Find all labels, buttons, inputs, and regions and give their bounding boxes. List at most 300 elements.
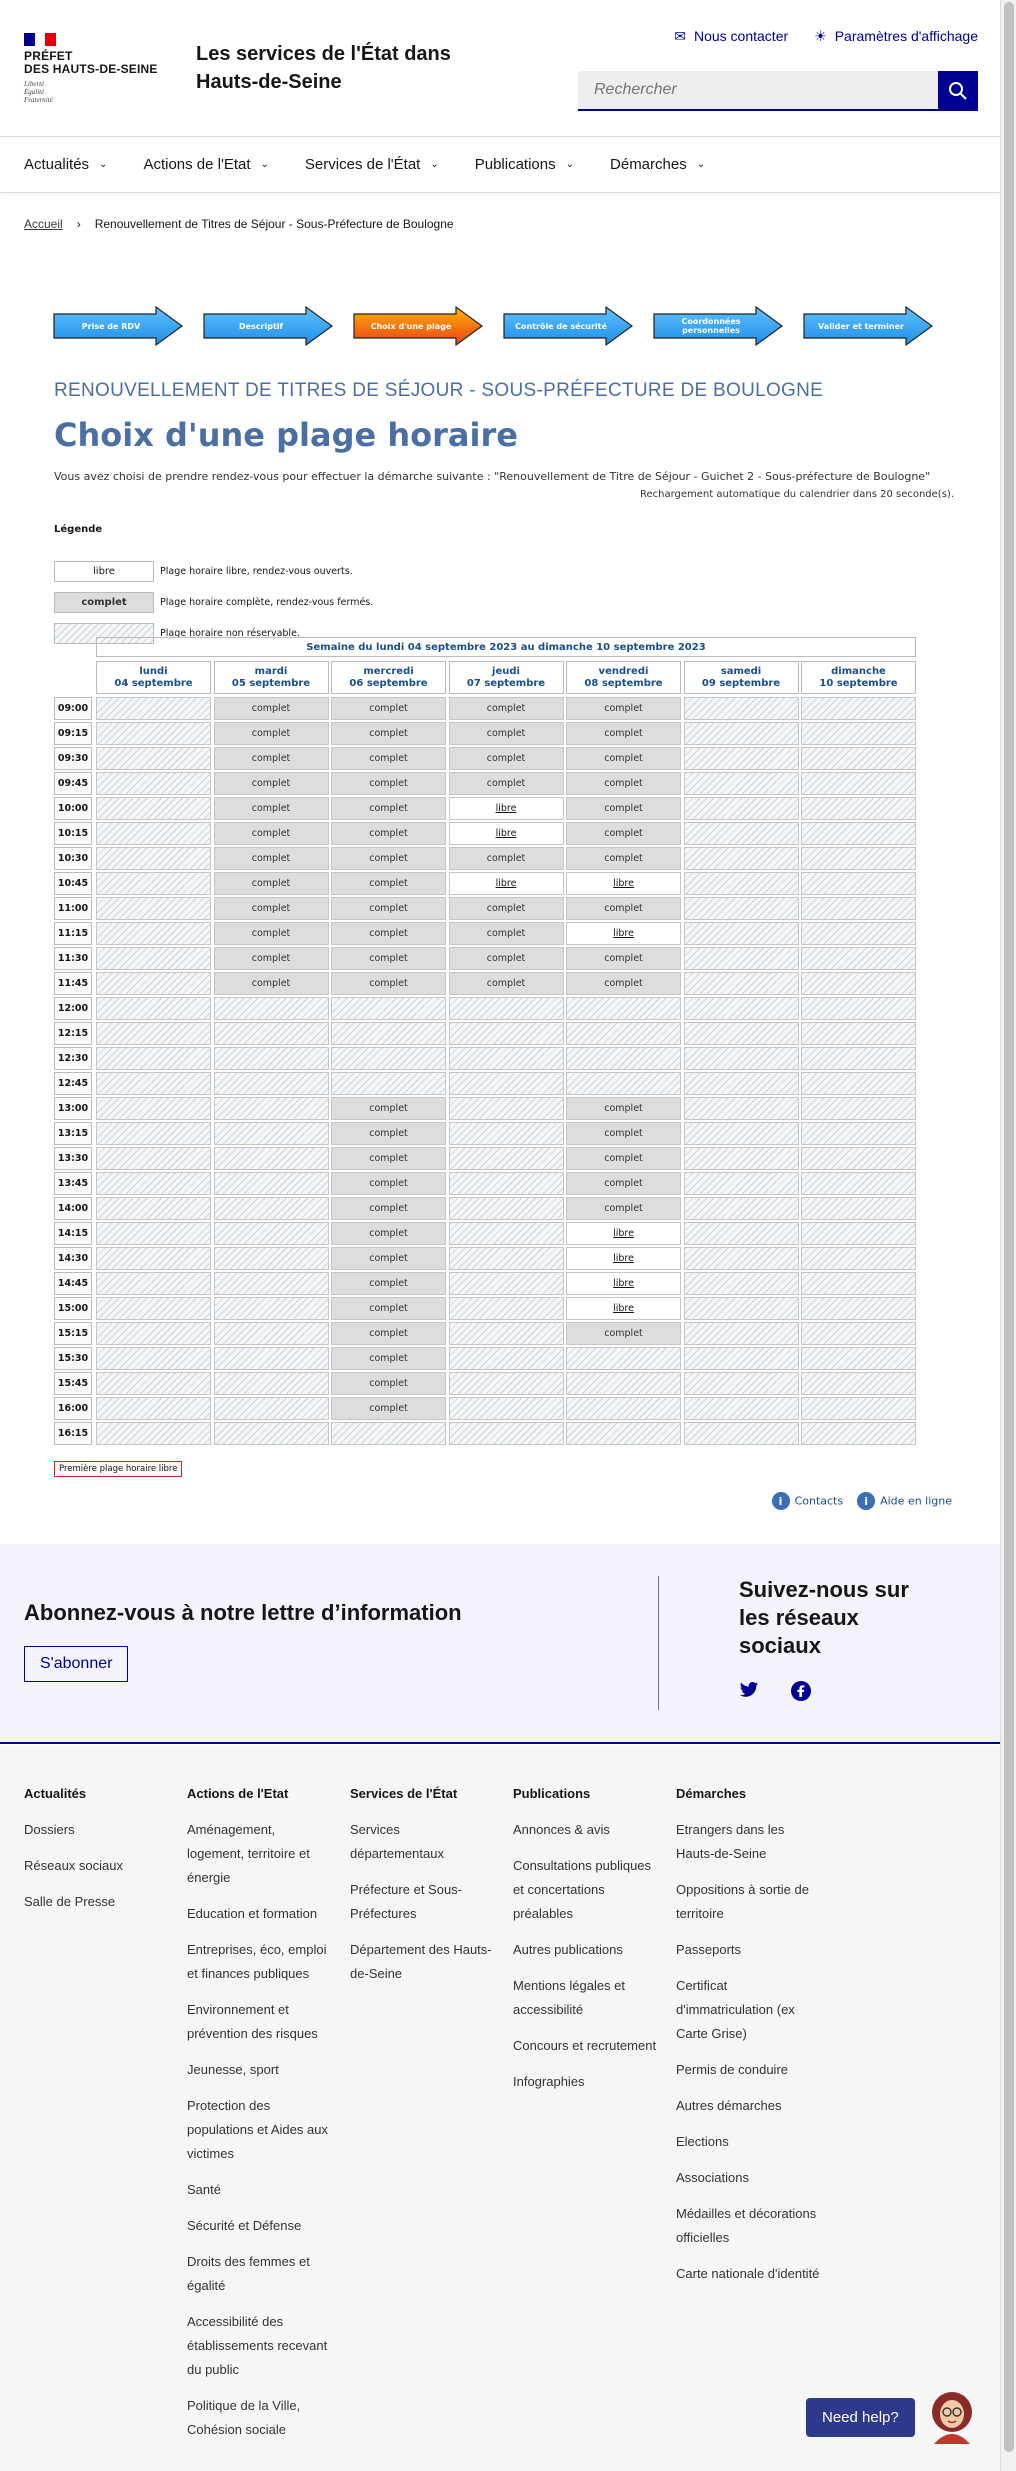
twitter-icon[interactable] <box>739 1681 759 1699</box>
footer-link[interactable]: Autres publications <box>513 1942 623 1957</box>
step-label: Contrôle de sécurité <box>515 321 607 331</box>
slot-unavailable <box>96 972 211 995</box>
slot-libre[interactable]: libre <box>566 922 681 945</box>
slot-complet: complet <box>449 847 564 870</box>
legend-free-swatch: libre <box>54 561 154 582</box>
step-label: Valider et terminer <box>818 321 904 331</box>
slot-unavailable <box>96 1047 211 1070</box>
slot-complet: complet <box>331 947 446 970</box>
footer-link[interactable]: Infographies <box>513 2074 585 2089</box>
slot-unavailable <box>684 1172 799 1195</box>
slot-unavailable <box>684 872 799 895</box>
slot-complet: complet <box>331 1247 446 1270</box>
footer-heading: Publications <box>513 1786 591 1801</box>
footer-link[interactable]: Droits des femmes et égalité <box>187 2254 310 2293</box>
info-icon: i <box>857 1492 875 1510</box>
legend-full-swatch: complet <box>54 592 154 613</box>
slot-unavailable <box>214 1272 329 1295</box>
contact-link[interactable]: ✉ Nous contacter <box>674 28 789 44</box>
time-label: 12:45 <box>54 1072 92 1095</box>
slot-unavailable <box>801 872 916 895</box>
footer-link[interactable]: Santé <box>187 2182 221 2197</box>
slot-unavailable <box>801 1247 916 1270</box>
time-label: 14:00 <box>54 1197 92 1220</box>
main-nav <box>0 137 1000 193</box>
day-header-samedi: samedi 09 septembre <box>684 661 799 694</box>
slot-unavailable <box>449 1322 564 1345</box>
footer-link[interactable]: Annonces & avis <box>513 1822 610 1837</box>
contacts-link[interactable]: i Contacts <box>772 1492 844 1510</box>
footer-link[interactable]: Elections <box>676 2134 729 2149</box>
slot-unavailable <box>566 1347 681 1370</box>
slot-unavailable <box>214 1047 329 1070</box>
slot-libre[interactable]: libre <box>449 872 564 895</box>
slot-unavailable <box>801 1197 916 1220</box>
org-name-line1: PRÉFET <box>24 49 73 63</box>
subscribe-button[interactable]: S'abonner <box>24 1646 128 1682</box>
step-label: Coordonnées personnelles <box>681 317 741 335</box>
slot-unavailable <box>684 1222 799 1245</box>
slot-complet: complet <box>566 897 681 920</box>
slot-unavailable <box>801 1372 916 1395</box>
slot-unavailable <box>96 1122 211 1145</box>
slot-libre[interactable]: libre <box>566 1222 681 1245</box>
time-row <box>54 922 916 945</box>
slot-complet: complet <box>331 1197 446 1220</box>
day-header-vendredi: vendredi 08 septembre <box>566 661 681 694</box>
time-label: 13:45 <box>54 1172 92 1195</box>
slot-complet: complet <box>566 747 681 770</box>
time-row <box>54 1347 916 1370</box>
slot-unavailable <box>214 1147 329 1170</box>
content <box>54 380 954 644</box>
slot-unavailable <box>96 1297 211 1320</box>
slot-complet: complet <box>449 897 564 920</box>
search-input[interactable] <box>578 71 938 111</box>
time-label: 14:15 <box>54 1222 92 1245</box>
need-help-button[interactable]: Need help? <box>806 2398 915 2437</box>
slot-unavailable <box>684 772 799 795</box>
slot-unavailable <box>449 1422 564 1445</box>
slot-complet: complet <box>566 1122 681 1145</box>
mail-icon: ✉ <box>674 28 686 44</box>
time-row <box>54 1022 916 1045</box>
slot-unavailable <box>96 897 211 920</box>
footer-link[interactable]: Associations <box>676 2170 749 2185</box>
footer-link[interactable]: Carte nationale d'identité <box>676 2266 820 2281</box>
step-1 <box>52 305 184 347</box>
slot-unavailable <box>566 1397 681 1420</box>
slot-complet: complet <box>566 697 681 720</box>
slot-unavailable <box>449 1122 564 1145</box>
footer-heading: Actualités <box>24 1786 87 1801</box>
slot-unavailable <box>96 997 211 1020</box>
slot-unavailable <box>449 1297 564 1320</box>
footer-link[interactable]: Accessibilité des établissements recevant du public <box>187 2314 328 2377</box>
intro-text: Vous avez choisi de prendre rendez-vous pour effectuer la démarche suivante : "Renouvellement de Titre de Séjour - Guichet 2 - Sous-préfecture de Boulogne" <box>54 470 931 483</box>
footer-col-4 <box>513 1782 658 2106</box>
marianne-logo[interactable] <box>24 33 164 104</box>
slot-complet: complet <box>214 747 329 770</box>
time-row <box>54 822 916 845</box>
slot-unavailable <box>331 1022 446 1045</box>
chevron-down-icon: ⌄ <box>260 159 269 170</box>
online-help-link[interactable]: i Aide en ligne <box>857 1492 952 1510</box>
day-header-lundi: lundi 04 septembre <box>96 661 211 694</box>
time-row <box>54 1272 916 1295</box>
time-row <box>54 972 916 995</box>
time-row <box>54 1097 916 1120</box>
slot-complet: complet <box>566 1147 681 1170</box>
time-row <box>54 1197 916 1220</box>
time-label: 09:00 <box>54 697 92 720</box>
footer-link[interactable]: Education et formation <box>187 1906 318 1921</box>
time-row <box>54 1122 916 1145</box>
time-label: 14:45 <box>54 1272 92 1295</box>
slot-unavailable <box>96 922 211 945</box>
slot-unavailable <box>566 1047 681 1070</box>
slot-unavailable <box>214 1222 329 1245</box>
nav-actions-etat[interactable]: Actions de l'Etat ⌄ <box>143 156 269 173</box>
time-label: 13:30 <box>54 1147 92 1170</box>
footer-link[interactable]: Services départementaux <box>350 1822 444 1861</box>
slot-unavailable <box>801 1272 916 1295</box>
chevron-right-icon: › <box>76 217 81 231</box>
time-row <box>54 997 916 1020</box>
slot-unavailable <box>684 1322 799 1345</box>
first-free-slot-button[interactable]: Première plage horaire libre <box>54 1461 182 1477</box>
slot-libre[interactable]: libre <box>449 797 564 820</box>
site-footer <box>0 1746 1000 2471</box>
slot-complet: complet <box>214 722 329 745</box>
time-label: 09:15 <box>54 722 92 745</box>
footer-link[interactable]: Oppositions à sortie de territoire <box>676 1882 809 1921</box>
slot-unavailable <box>801 1222 916 1245</box>
legend-free-text: Plage horaire libre, rendez-vous ouverts. <box>160 566 353 577</box>
slot-unavailable <box>449 1022 564 1045</box>
slot-unavailable <box>801 1422 916 1445</box>
footer-link[interactable]: Politique de la Ville, Cohésion sociale <box>187 2398 301 2437</box>
time-label: 13:15 <box>54 1122 92 1145</box>
day-header-mardi: mardi 05 septembre <box>214 661 329 694</box>
legend-full-text: Plage horaire complète, rendez-vous fermés. <box>160 597 374 608</box>
slot-unavailable <box>96 1022 211 1045</box>
time-row <box>54 1247 916 1270</box>
slot-unavailable <box>801 797 916 820</box>
slot-unavailable <box>449 1047 564 1070</box>
breadcrumb-current: Renouvellement de Titres de Séjour - Sous-Préfecture de Boulogne <box>94 217 454 231</box>
slot-unavailable <box>331 1422 446 1445</box>
slot-complet: complet <box>566 1322 681 1345</box>
slot-unavailable <box>566 1072 681 1095</box>
footer-link[interactable]: Aménagement, logement, territoire et énergie <box>187 1822 310 1885</box>
slot-unavailable <box>684 1122 799 1145</box>
slot-unavailable <box>96 822 211 845</box>
scrollbar-thumb[interactable] <box>1004 2 1014 2452</box>
nav-publications[interactable]: Publications ⌄ <box>474 156 575 173</box>
time-label: 11:45 <box>54 972 92 995</box>
facebook-icon[interactable] <box>791 1681 811 1701</box>
slot-unavailable <box>96 1397 211 1420</box>
slot-unavailable <box>801 1147 916 1170</box>
slot-complet: complet <box>331 972 446 995</box>
footer-col-3 <box>350 1782 495 1998</box>
org-name-line2: DES HAUTS-DE-SEINE <box>24 62 158 76</box>
slot-complet: complet <box>331 1147 446 1170</box>
slot-unavailable <box>96 697 211 720</box>
slot-unavailable <box>801 772 916 795</box>
step-label: Prise de RDV <box>81 321 141 331</box>
vertical-scrollbar[interactable] <box>1000 0 1016 2471</box>
slot-libre[interactable]: libre <box>566 1297 681 1320</box>
time-row <box>54 797 916 820</box>
legend-title: Légende <box>54 524 103 535</box>
slot-complet: complet <box>566 1172 681 1195</box>
slot-unavailable <box>96 1422 211 1445</box>
time-label: 13:00 <box>54 1097 92 1120</box>
slot-unavailable <box>801 1172 916 1195</box>
slot-unavailable <box>214 1022 329 1045</box>
slot-unavailable <box>449 997 564 1020</box>
slot-complet: complet <box>214 872 329 895</box>
day-header-mercredi: mercredi 06 septembre <box>331 661 446 694</box>
slot-unavailable <box>684 1347 799 1370</box>
search-bar <box>578 71 978 111</box>
slot-complet: complet <box>331 1372 446 1395</box>
slot-complet: complet <box>214 797 329 820</box>
slot-unavailable <box>96 1147 211 1170</box>
slot-unavailable <box>214 1397 329 1420</box>
time-row <box>54 1172 916 1195</box>
flag-icon <box>24 33 56 46</box>
slot-complet: complet <box>214 972 329 995</box>
slot-unavailable <box>96 872 211 895</box>
time-row <box>54 1072 916 1095</box>
slot-unavailable <box>214 1122 329 1145</box>
slot-unavailable <box>331 1047 446 1070</box>
slot-complet: complet <box>449 772 564 795</box>
slot-unavailable <box>96 1372 211 1395</box>
slot-complet: complet <box>331 797 446 820</box>
footer-heading: Actions de l'Etat <box>187 1786 289 1801</box>
time-label: 15:30 <box>54 1347 92 1370</box>
slot-unavailable <box>449 1197 564 1220</box>
time-row <box>54 1397 916 1420</box>
sun-icon: ☀ <box>814 28 827 44</box>
social-title: Suivez-nous sur les réseaux sociaux <box>739 1577 909 1658</box>
slot-unavailable <box>214 1172 329 1195</box>
slot-unavailable <box>684 897 799 920</box>
slot-unavailable <box>96 1197 211 1220</box>
time-row <box>54 1372 916 1395</box>
display-settings-link[interactable]: ☀ Paramètres d'affichage <box>814 28 978 44</box>
time-row <box>54 1297 916 1320</box>
time-label: 15:15 <box>54 1322 92 1345</box>
nav-demarches[interactable]: Démarches ⌄ <box>610 156 706 173</box>
info-icon: i <box>772 1492 790 1510</box>
slot-unavailable <box>566 1422 681 1445</box>
footer-col-2 <box>187 1782 332 2454</box>
slot-unavailable <box>96 1172 211 1195</box>
footer-link[interactable]: Médailles et décorations officielles <box>676 2206 817 2245</box>
time-row <box>54 772 916 795</box>
nav-actualites[interactable]: Actualités ⌄ <box>24 156 108 173</box>
slot-complet: complet <box>214 897 329 920</box>
footer-col-5 <box>676 1782 821 2298</box>
time-row <box>54 1222 916 1245</box>
slot-complet: complet <box>449 922 564 945</box>
slot-complet: complet <box>449 747 564 770</box>
chat-avatar-icon[interactable] <box>928 2388 976 2444</box>
time-row <box>54 697 916 720</box>
slot-unavailable <box>684 1072 799 1095</box>
slot-unavailable <box>801 922 916 945</box>
slot-complet: complet <box>449 972 564 995</box>
footer-link[interactable]: Département des Hauts-de-Seine <box>350 1942 492 1981</box>
slot-unavailable <box>214 1422 329 1445</box>
time-label: 14:30 <box>54 1247 92 1270</box>
slot-unavailable <box>801 1347 916 1370</box>
slot-complet: complet <box>331 697 446 720</box>
slot-unavailable <box>96 747 211 770</box>
social-links <box>739 1681 811 1701</box>
search-icon <box>948 81 968 101</box>
slot-libre[interactable]: libre <box>566 1272 681 1295</box>
slot-unavailable <box>684 1397 799 1420</box>
slot-unavailable <box>801 847 916 870</box>
slot-unavailable <box>96 772 211 795</box>
slot-complet: complet <box>331 772 446 795</box>
slot-unavailable <box>331 997 446 1020</box>
slot-complet: complet <box>331 1122 446 1145</box>
step-5 <box>652 305 784 347</box>
slot-unavailable <box>449 1347 564 1370</box>
footer-link[interactable]: Entreprises, éco, emploi et finances publiques <box>187 1942 327 1981</box>
footer-link[interactable]: Salle de Presse <box>24 1894 116 1909</box>
footer-link[interactable]: Passeports <box>676 1942 742 1957</box>
divider <box>658 1576 659 1710</box>
time-row <box>54 1147 916 1170</box>
slot-unavailable <box>449 1397 564 1420</box>
slot-unavailable <box>801 1072 916 1095</box>
time-label: 16:00 <box>54 1397 92 1420</box>
footer-heading: Démarches <box>676 1786 747 1801</box>
slot-unavailable <box>566 997 681 1020</box>
slot-unavailable <box>801 1397 916 1420</box>
slot-unavailable <box>449 1072 564 1095</box>
slot-unavailable <box>214 1372 329 1395</box>
slot-unavailable <box>449 1222 564 1245</box>
slot-unavailable <box>684 1297 799 1320</box>
site-title[interactable]: Les services de l'État dans Hauts-de-Seine <box>196 43 451 93</box>
search-button[interactable] <box>938 71 978 111</box>
slot-unavailable <box>684 922 799 945</box>
time-label: 11:00 <box>54 897 92 920</box>
progress-steps <box>52 305 932 347</box>
slot-complet: complet <box>566 722 681 745</box>
slot-unavailable <box>684 747 799 770</box>
footer-link[interactable]: Sécurité et Défense <box>187 2218 302 2233</box>
slot-unavailable <box>96 1247 211 1270</box>
slot-unavailable <box>214 997 329 1020</box>
time-row <box>54 947 916 970</box>
slot-complet: complet <box>331 1172 446 1195</box>
chevron-down-icon: ⌄ <box>430 159 439 170</box>
slot-unavailable <box>684 1372 799 1395</box>
nav-services-etat[interactable]: Services de l'État ⌄ <box>304 156 439 173</box>
slot-unavailable <box>684 822 799 845</box>
time-row <box>54 1422 916 1445</box>
slot-unavailable <box>214 1322 329 1345</box>
footer-link[interactable]: Consultations publiques et concertations préalables <box>513 1858 652 1921</box>
footer-link[interactable]: Certificat d'immatriculation (ex Carte Grise) <box>676 1978 795 2041</box>
slot-unavailable <box>684 1272 799 1295</box>
time-row <box>54 847 916 870</box>
footer-link[interactable]: Autres démarches <box>676 2098 782 2113</box>
slot-complet: complet <box>331 1297 446 1320</box>
time-label: 12:15 <box>54 1022 92 1045</box>
slot-complet: complet <box>566 1197 681 1220</box>
slot-libre[interactable]: libre <box>566 872 681 895</box>
footer-link[interactable]: Dossiers <box>24 1822 75 1837</box>
slot-complet: complet <box>449 697 564 720</box>
footer-link[interactable]: Mentions légales et accessibilité <box>513 1978 626 2017</box>
footer-link[interactable]: Concours et recrutement <box>513 2038 657 2053</box>
slot-complet: complet <box>331 1097 446 1120</box>
footer-link[interactable]: Réseaux sociaux <box>24 1858 123 1873</box>
time-row <box>54 1047 916 1070</box>
newsletter-title: Abonnez-vous à notre lettre d’information <box>24 1600 462 1625</box>
legend-free <box>54 561 954 582</box>
time-row <box>54 872 916 895</box>
footer-link[interactable]: Préfecture et Sous-Préfectures <box>350 1882 462 1921</box>
time-label: 10:30 <box>54 847 92 870</box>
day-header-dimanche: dimanche 10 septembre <box>801 661 916 694</box>
slot-unavailable <box>684 797 799 820</box>
chevron-down-icon: ⌄ <box>696 159 706 170</box>
slot-libre[interactable]: libre <box>449 822 564 845</box>
slot-complet: complet <box>214 922 329 945</box>
footer-link[interactable]: Jeunesse, sport <box>187 2062 279 2077</box>
slot-unavailable <box>801 1047 916 1070</box>
slot-complet: complet <box>566 947 681 970</box>
time-label: 10:00 <box>54 797 92 820</box>
slot-complet: complet <box>331 872 446 895</box>
footer-link[interactable]: Permis de conduire <box>676 2062 788 2077</box>
legend-full <box>54 592 954 613</box>
slot-unavailable <box>214 1297 329 1320</box>
slot-unavailable <box>96 847 211 870</box>
chevron-down-icon: ⌄ <box>565 159 575 170</box>
breadcrumb <box>0 201 1000 247</box>
slot-unavailable <box>214 1347 329 1370</box>
slot-complet: complet <box>331 1347 446 1370</box>
slot-complet: complet <box>331 1272 446 1295</box>
slot-complet: complet <box>331 897 446 920</box>
footer-link[interactable]: Environnement et prévention des risques <box>187 2002 318 2041</box>
footer-link[interactable]: Protection des populations et Aides aux victimes <box>187 2098 328 2161</box>
footer-link[interactable]: Etrangers dans les Hauts-de-Seine <box>676 1822 785 1861</box>
slot-complet: complet <box>566 1097 681 1120</box>
slot-complet: complet <box>449 947 564 970</box>
slot-libre[interactable]: libre <box>566 1247 681 1270</box>
slot-unavailable <box>214 1097 329 1120</box>
time-row <box>54 722 916 745</box>
breadcrumb-home[interactable]: Accueil <box>24 217 63 231</box>
slot-unavailable <box>684 947 799 970</box>
time-row <box>54 897 916 920</box>
step-label: Descriptif <box>238 321 284 331</box>
